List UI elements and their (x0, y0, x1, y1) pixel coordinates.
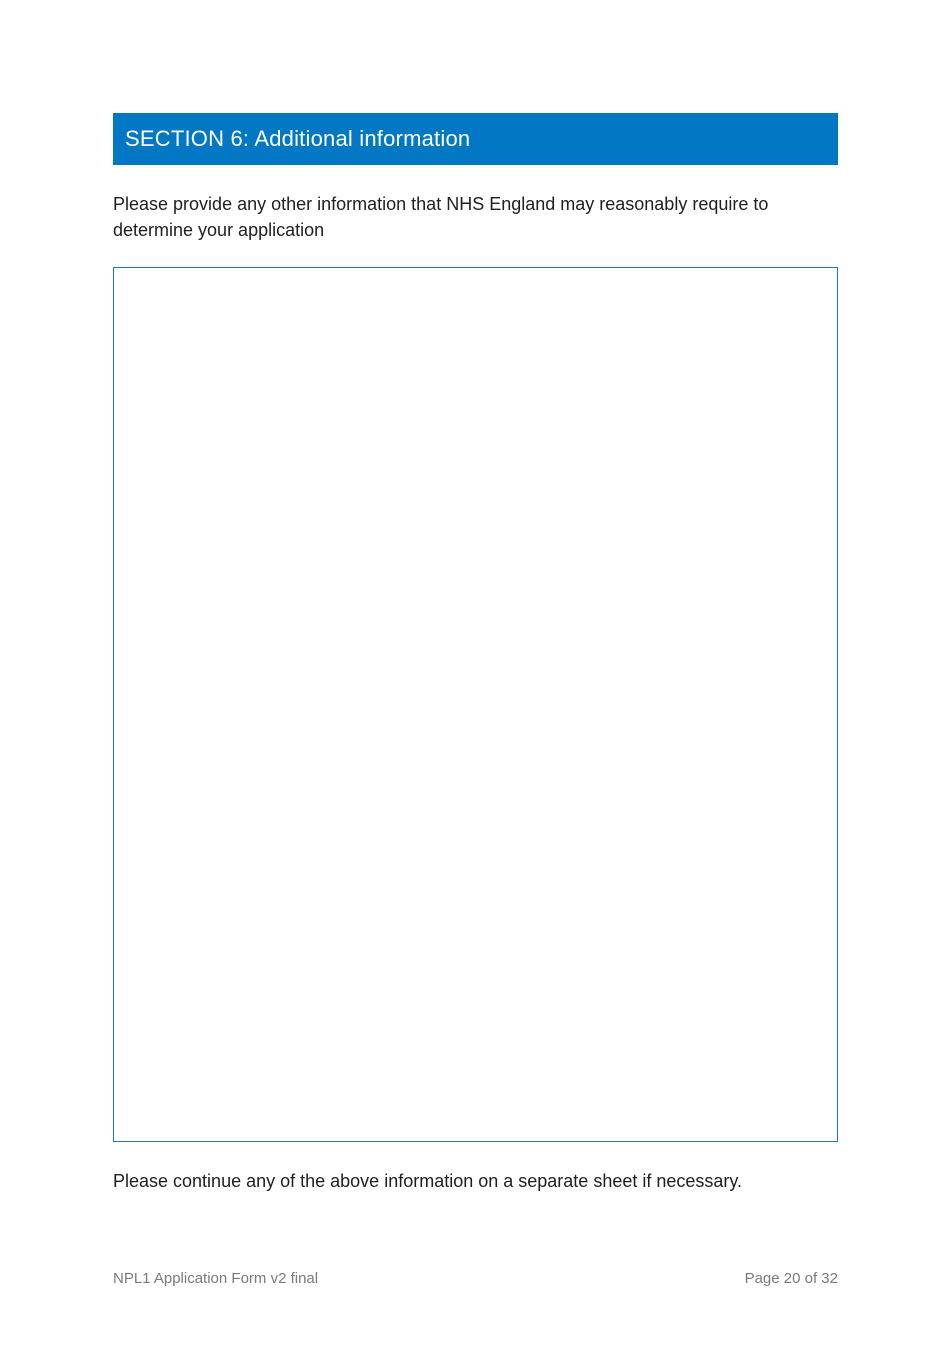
additional-information-field[interactable] (113, 267, 838, 1142)
section-header (113, 113, 838, 165)
footer-page-number: Page 20 of 32 (744, 1270, 838, 1287)
intro-text: Please provide any other information that NHS England may reasonably require to determine your application (113, 194, 769, 240)
continue-note: Please continue any of the above information on a separate sheet if necessary. (113, 1171, 743, 1191)
footer-document-name: NPL1 Application Form v2 final (113, 1270, 319, 1287)
section-title: SECTION 6: Additional information (125, 126, 471, 151)
